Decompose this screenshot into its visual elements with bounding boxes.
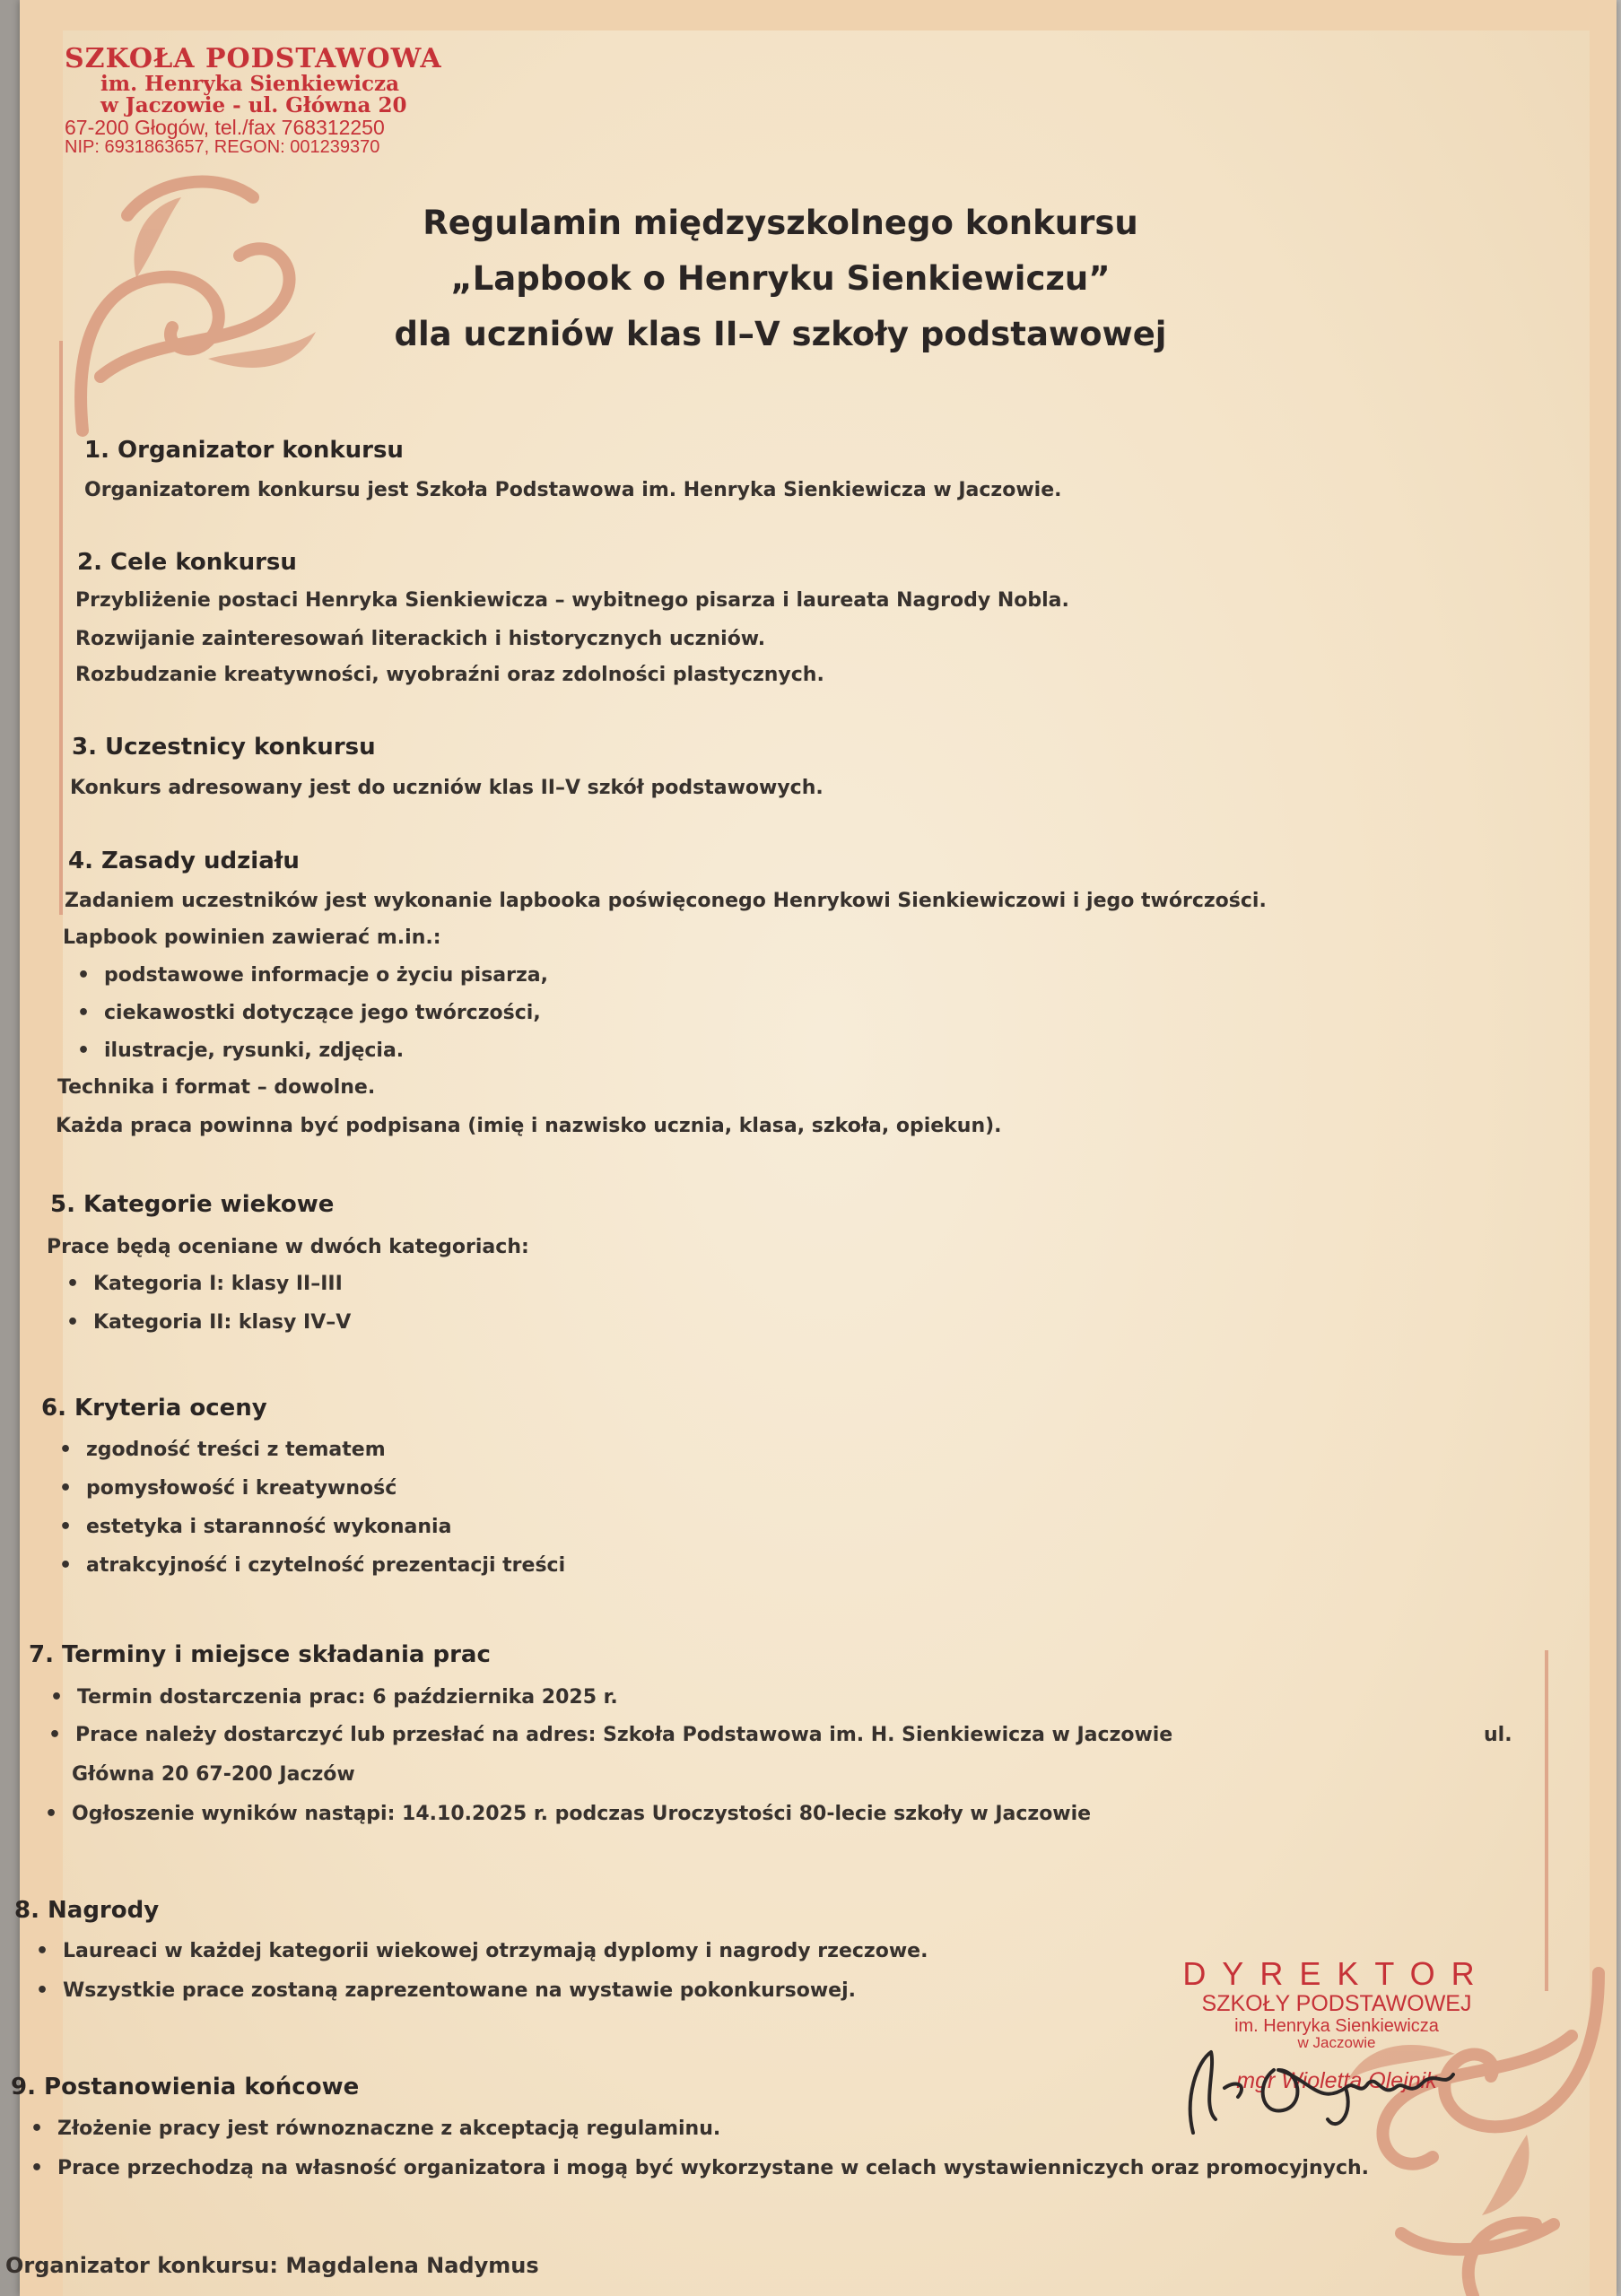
section-heading: 1. Organizator konkursu: [84, 437, 404, 464]
stamp-school-name: SZKOŁA PODSTAWOWA: [65, 43, 442, 74]
right-border-line: [1545, 1650, 1548, 1991]
list-item: • atrakcyjność i czytelność prezentacji treści: [86, 1554, 565, 1577]
director-stamp-school: SZKOŁY PODSTAWOWEJ: [1201, 1991, 1472, 2016]
list-item: • podstawowe informacje o życiu pisarza,: [104, 964, 548, 987]
school-stamp: [65, 45, 442, 157]
director-stamp-patron: im. Henryka Sienkiewicza: [1234, 2016, 1439, 2036]
list-item: • Kategoria I: klasy II–III: [93, 1273, 343, 1295]
stamp-nip-regon: NIP: 6931863657, REGON: 001239370: [65, 136, 380, 157]
address-continuation: Główna 20 67-200 Jaczów: [72, 1763, 355, 1786]
title-line-1: Regulamin międzyszkolnego konkursu: [423, 204, 1138, 242]
list-item: • Złożenie pracy jest równoznaczne z akceptacją regulaminu.: [57, 2118, 720, 2140]
section-heading: 5. Kategorie wiekowe: [50, 1191, 335, 1218]
section-heading: 6. Kryteria oceny: [41, 1395, 267, 1422]
section-heading: 3. Uczestnicy konkursu: [72, 734, 376, 761]
list-item: • ciekawostki dotyczące jego twórczości,: [104, 1002, 541, 1024]
section-paragraph: Każda praca powinna być podpisana (imię i nazwisko ucznia, klasa, szkoła, opiekun).: [56, 1115, 1002, 1137]
director-stamp-title: DYREKTOR: [1182, 1955, 1491, 1992]
section-paragraph: Rozwijanie zainteresowań literackich i historycznych uczniów.: [75, 628, 766, 650]
list-item: • zgodność treści z tematem: [86, 1439, 386, 1461]
list-item: • Laureaci w każdej kategorii wiekowej otrzymają dyplomy i nagrody rzeczowe.: [63, 1940, 928, 1962]
list-item: • ilustracje, rysunki, zdjęcia.: [104, 1039, 404, 1062]
stamp-address: w Jaczowie - ul. Główna 20: [100, 92, 407, 117]
stamp-city-phone: 67-200 Głogów, tel./fax 768312250: [65, 115, 385, 139]
director-stamp-name: mgr Wioletta Olejnik: [1236, 2068, 1437, 2093]
title-line-3: dla uczniów klas II–V szkoły podstawowej: [394, 315, 1167, 353]
section-paragraph: Lapbook powinien zawierać m.in.:: [63, 926, 441, 949]
section-paragraph: Organizatorem konkursu jest Szkoła Podstawowa im. Henryka Sienkiewicza w Jaczowie.: [84, 479, 1062, 501]
section-heading: 7. Terminy i miejsce składania prac: [29, 1641, 491, 1668]
section-heading: 9. Postanowienia końcowe: [11, 2074, 360, 2100]
section-paragraph: Technika i format – dowolne.: [57, 1076, 376, 1099]
organizer-footer: Organizator konkursu: Magdalena Nadymus: [5, 2253, 539, 2278]
list-item: • Termin dostarczenia prac: 6 października 2025 r.: [77, 1686, 618, 1709]
list-item: • Wszystkie prace zostaną zaprezentowane na wystawie pokonkursowej.: [63, 1979, 856, 2002]
list-item: • Kategoria II: klasy IV–V: [93, 1311, 351, 1334]
list-item: • estetyka i staranność wykonania: [86, 1516, 451, 1538]
address-street-prefix: ul.: [1484, 1724, 1512, 1746]
title-line-2: „Lapbook o Henryku Sienkiewiczu”: [450, 259, 1111, 298]
list-item: • pomysłowość i kreatywność: [86, 1477, 397, 1500]
section-paragraph: Konkurs adresowany jest do uczniów klas II–V szkół podstawowych.: [70, 777, 824, 799]
section-paragraph: Prace będą oceniane w dwóch kategoriach:: [47, 1236, 529, 1258]
document-title: [287, 196, 1274, 362]
section-heading: 4. Zasady udziału: [68, 848, 300, 874]
list-item: • Prace przechodzą na własność organizatora i mogą być wykorzystane w celach wystawienniczych oraz promocyjnych.: [57, 2157, 1369, 2179]
section-heading: 2. Cele konkursu: [77, 549, 297, 576]
section-paragraph: Rozbudzanie kreatywności, wyobraźni oraz zdolności plastycznych.: [75, 664, 824, 686]
director-stamp-city: w Jaczowie: [1297, 2034, 1376, 2051]
stamp-patron: im. Henryka Sienkiewicza: [100, 71, 400, 96]
list-item: • Ogłoszenie wyników nastąpi: 14.10.2025 r. podczas Uroczystości 80-lecie szkoły w Jaczowie: [72, 1803, 1091, 1825]
section-paragraph: Przybliżenie postaci Henryka Sienkiewicza – wybitnego pisarza i laureata Nagrody Nobla.: [75, 589, 1069, 612]
director-signature: [1175, 2034, 1471, 2142]
left-border-line: [59, 341, 63, 915]
list-item: • Prace należy dostarczyć lub przesłać na adres: Szkoła Podstawowa im. H. Sienkiewicza w Jaczowie: [75, 1724, 1172, 1746]
section-paragraph: Zadaniem uczestników jest wykonanie lapbooka poświęconego Henrykowi Sienkiewiczowi i jego twórczości.: [65, 890, 1267, 912]
section-heading: 8. Nagrody: [14, 1897, 160, 1924]
